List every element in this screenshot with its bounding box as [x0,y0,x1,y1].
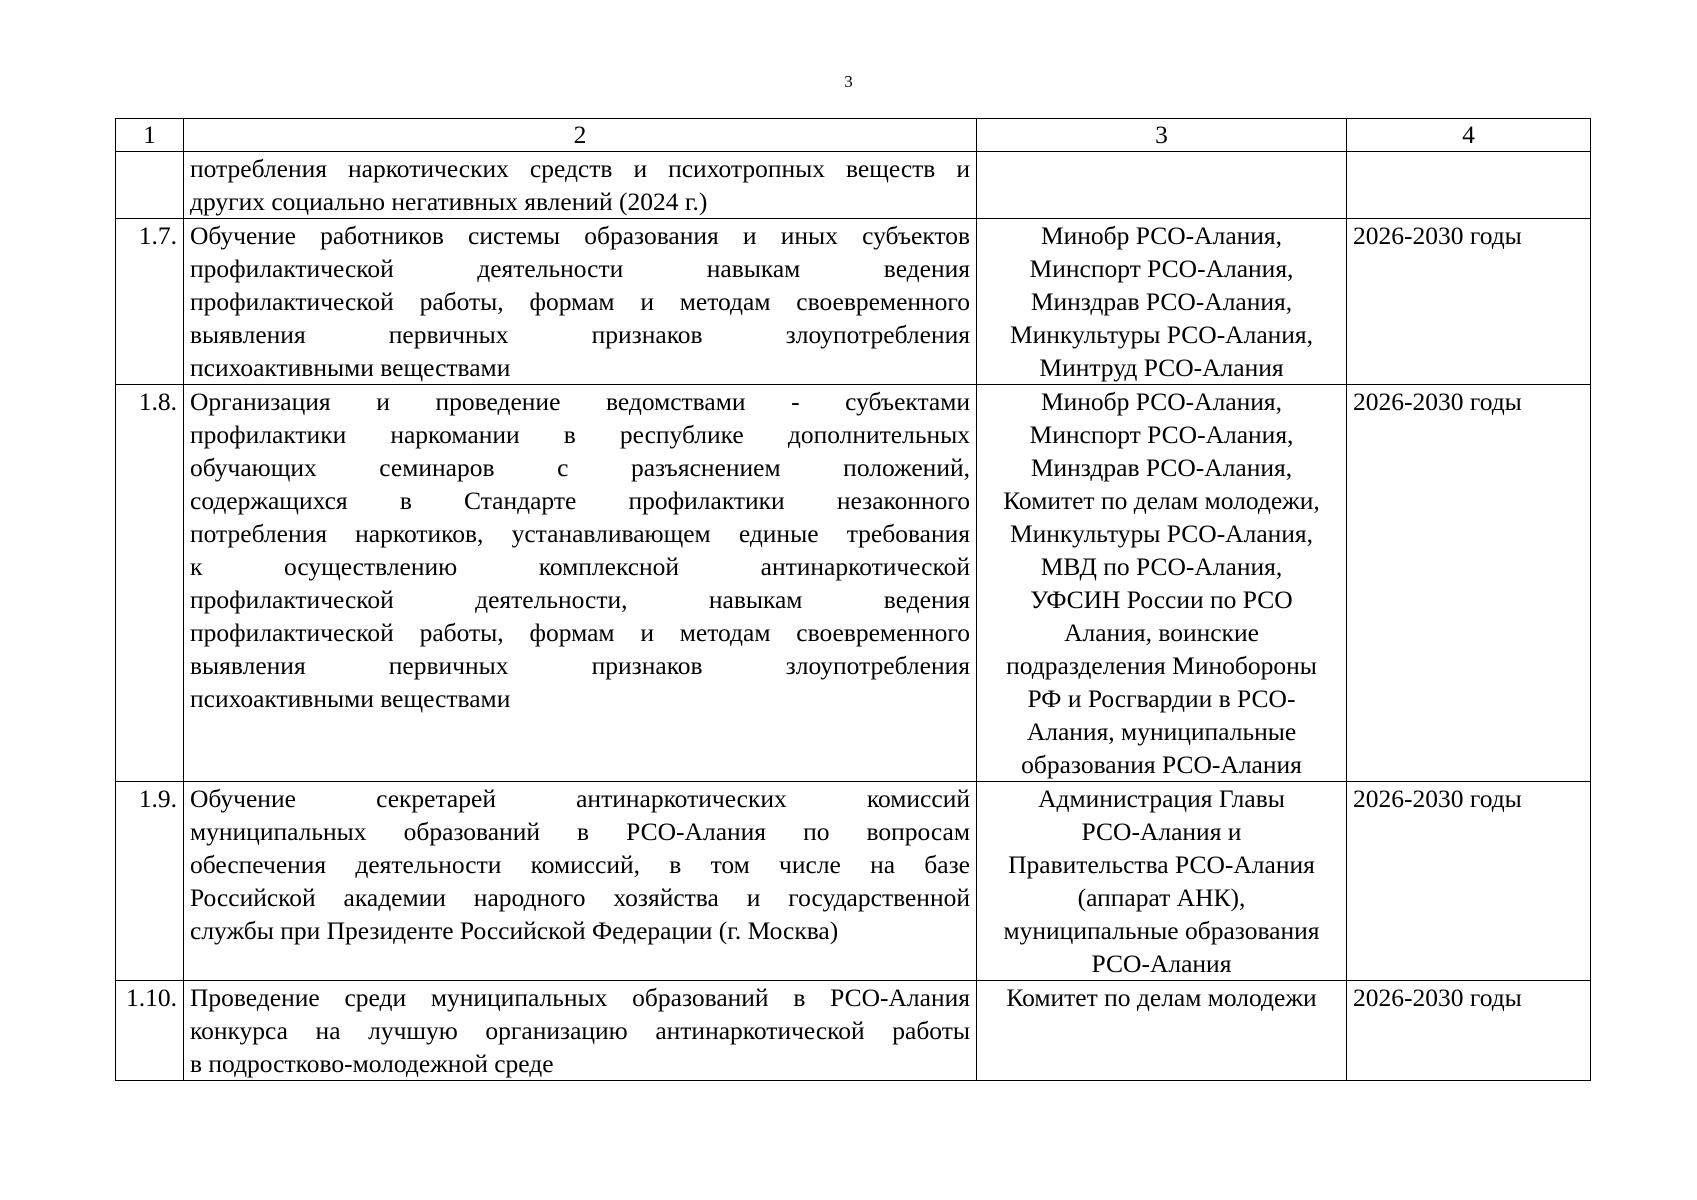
executor-line: РФ и Росгвардии в РСО- [1027,684,1296,713]
action-line: Организация и проведение ведомствами - субъектами [190,387,970,416]
executor-line: Комитет по делам молодежи [1006,983,1317,1012]
table-body [116,152,1591,1081]
responsible-executors [977,981,1347,1081]
row-number [116,152,184,219]
executor-line: (аппарат АНК), [1077,883,1246,912]
action-description [184,385,977,782]
execution-term [1347,152,1591,219]
header-cell-3: 3 [977,119,1347,152]
responsible-executors [977,385,1347,782]
row-number: 1.8. [116,385,184,782]
row-number: 1.10. [116,981,184,1081]
executor-line: Минкультуры РСО-Алания, [1009,519,1314,548]
action-plan-table [115,118,1591,1081]
responsible-executors [977,219,1347,385]
executor-line: Алания, воинские [1064,618,1259,647]
action-line: обеспечения деятельности комиссий, в том числе на базе [190,850,970,879]
header-row [116,119,1591,152]
executor-line: Минтруд РСО-Алания [1039,353,1284,382]
action-line: потребления наркотических средств и психотропных веществ и [190,154,970,183]
action-line: содержащихся в Стандарте профилактики незаконного [190,486,970,515]
table-row [116,981,1591,1081]
execution-term: 2026-2030 годы [1347,385,1591,782]
action-line: выявления первичных признаков злоупотребления [190,320,970,349]
action-line: профилактики наркомании в республике дополнительных [190,420,970,449]
executor-line: Минобр РСО-Алания, [1040,221,1283,250]
header-cell-4: 4 [1347,119,1591,152]
action-line: психоактивными веществами [190,684,511,713]
action-line: Проведение среди муниципальных образований в РСО-Алания [190,983,970,1012]
executor-line: Алания, муниципальные [1026,717,1297,746]
executor-line: УФСИН России по РСО [1030,585,1293,614]
action-line: профилактической работы, формам и методам своевременного [190,618,970,647]
table-row [116,219,1591,385]
table-row [116,385,1591,782]
executor-line: Комитет по делам молодежи, [1003,486,1320,515]
executor-line: Минспорт РСО-Алания, [1029,420,1294,449]
executor-line: образования РСО-Алания [1021,750,1302,779]
executor-line: МВД по РСО-Алания, [1040,552,1283,581]
action-description [184,782,977,981]
executor-line: РСО-Алания [1091,949,1232,978]
execution-term: 2026-2030 годы [1347,981,1591,1081]
executor-line: РСО-Алания и [1081,817,1242,846]
action-line: выявления первичных признаков злоупотребления [190,651,970,680]
action-line: психоактивными веществами [190,353,511,382]
executor-line: Правительства РСО-Алания [1008,850,1315,879]
executor-line: подразделения Минобороны [1006,651,1317,680]
executor-line: Минкультуры РСО-Алания, [1009,320,1314,349]
executor-line: Минздрав РСО-Алания, [1030,287,1293,316]
executor-line: Администрация Главы [1038,784,1285,813]
page-number: 3 [844,72,853,91]
action-line: к осуществлению комплексной антинаркотической [190,552,970,581]
responsible-executors [977,782,1347,981]
action-line: конкурса на лучшую организацию антинаркотической работы [190,1016,970,1045]
action-line: профилактической деятельности навыкам ведения [190,254,970,283]
action-description [184,219,977,385]
execution-term: 2026-2030 годы [1347,219,1591,385]
action-line: службы при Президенте Российской Федерации (г. Москва) [190,916,839,945]
action-line: Обучение секретарей антинаркотических комиссий [190,784,970,813]
action-line: обучающих семинаров с разъяснением положений, [190,453,970,482]
table-row [116,152,1591,219]
action-line: других социально негативных явлений (2024 г.) [190,187,708,216]
responsible-executors [977,152,1347,219]
action-line: Обучение работников системы образования и иных субъектов [190,221,970,250]
action-line: профилактической деятельности, навыкам ведения [190,585,970,614]
row-number: 1.9. [116,782,184,981]
action-line: Российской академии народного хозяйства и государственной [190,883,970,912]
row-number: 1.7. [116,219,184,385]
execution-term: 2026-2030 годы [1347,782,1591,981]
action-line: потребления наркотиков, устанавливающем единые требования [190,519,970,548]
table-header [116,119,1591,152]
executor-line: Минспорт РСО-Алания, [1029,254,1294,283]
action-line: в подростково-молодежной среде [190,1049,554,1078]
action-description [184,981,977,1081]
action-line: профилактической работы, формам и методам своевременного [190,287,970,316]
executor-line: муниципальные образования [1003,916,1320,945]
action-description [184,152,977,219]
action-line: муниципальных образований в РСО-Алания по вопросам [190,817,970,846]
table-row [116,782,1591,981]
header-cell-2: 2 [184,119,977,152]
executor-line: Минздрав РСО-Алания, [1030,453,1293,482]
executor-line: Минобр РСО-Алания, [1040,387,1283,416]
header-cell-1: 1 [116,119,184,152]
